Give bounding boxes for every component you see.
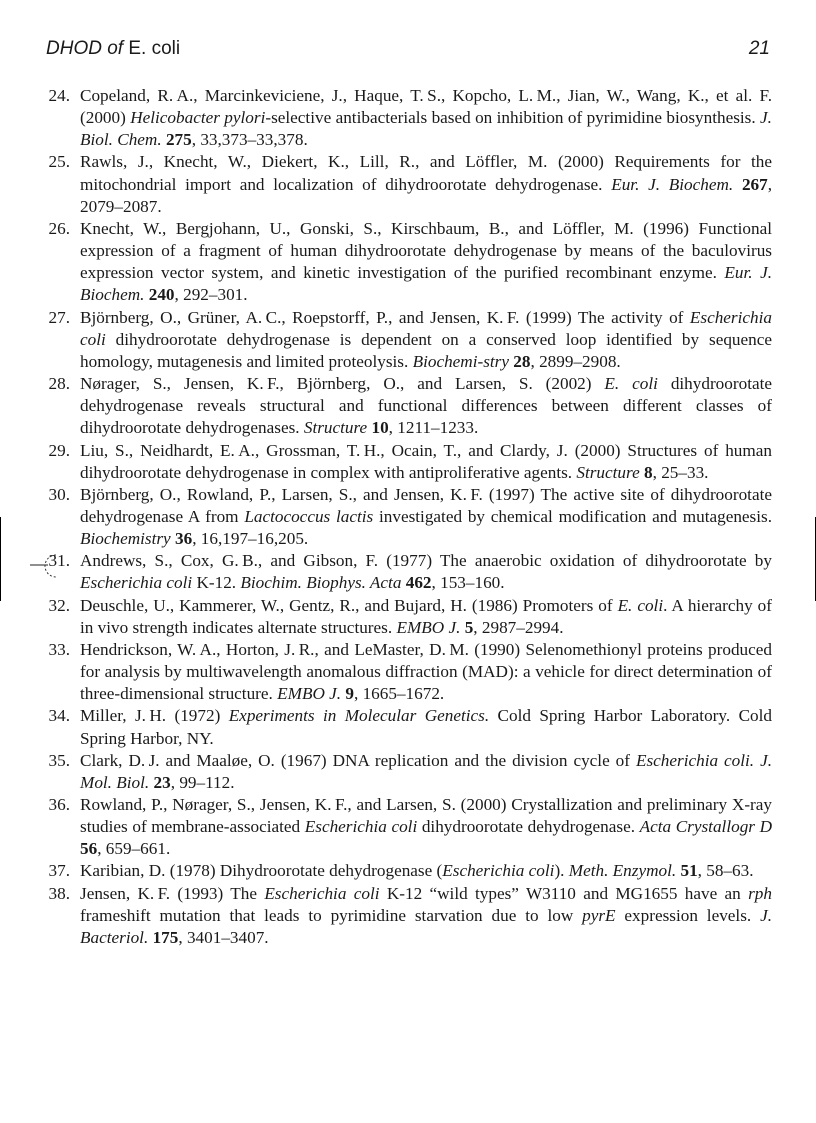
reference-item	[38, 550, 772, 594]
reference-italic-text: Meth. Enzymol.	[568, 861, 677, 881]
reference-text: Björnberg, O., Rowland, P., Larsen, S., and Jensen, K. F. (1997) The active site of dihydroorotate dehydrogenase A from	[80, 484, 772, 526]
reference-number: 38.	[48, 883, 70, 903]
reference-number: 26.	[48, 218, 70, 238]
reference-volume: 23	[153, 772, 171, 792]
reference-number: 35.	[48, 750, 70, 770]
reference-text: , 1665–1672.	[353, 684, 445, 704]
reference-text: K-12 “wild types” W3110 and MG1655 have an	[379, 883, 749, 903]
reference-volume: 175	[152, 927, 179, 947]
reference-text: Nørager, S., Jensen, K. F., Björnberg, O., and Larsen, S. (2002)	[80, 374, 605, 394]
reference-number: 25.	[48, 152, 70, 172]
reference-italic-text: E. coli	[617, 595, 664, 615]
reference-text: Deuschle, U., Kammerer, W., Gentz, R., and Bujard, H. (1986) Promoters of	[80, 595, 618, 615]
reference-number: 37.	[48, 861, 70, 881]
reference-text	[733, 175, 742, 194]
reference-volume: 8	[644, 462, 653, 482]
reference-number: 31.	[48, 551, 70, 571]
reference-text: Copeland, R. A., Marcinkeviciene, J., Haque, T. S., Kopcho, L. M., Jian, W., Wang, K., et al. F. (2000)	[80, 86, 772, 128]
reference-number: 30.	[48, 484, 70, 504]
reference-text: Knecht, W., Bergjohann, U., Gonski, S., Kirschbaum, B., and Löffler, M. (1996) Functional expression of a fragment of human dihydroorotate dehydrogenase by means of the baculovirus expression vector system, and kinetic investigation of the purified recombinant enzyme.	[80, 218, 772, 283]
reference-text: Cold Spring Harbor Laboratory. Cold Spring Harbor, NY.	[80, 706, 772, 748]
reference-number: 33.	[48, 639, 70, 659]
reference-text: -selective antibacterials based on inhibition of pyrimidine biosynthesis.	[265, 108, 761, 128]
reference-number: 28.	[48, 374, 70, 394]
reference-italic-text: Escherichia coli	[304, 817, 418, 837]
reference-number: 34.	[48, 706, 70, 726]
running-head-organism: E. coli	[128, 38, 181, 59]
reference-text: ).	[554, 861, 569, 881]
reference-italic-text: E. coli	[604, 374, 658, 394]
reference-number: 29.	[48, 440, 70, 460]
reference-item	[38, 883, 772, 949]
reference-text: Miller, J. H. (1972)	[80, 706, 229, 726]
reference-text: investigated by chemical modification and mutagenesis.	[373, 506, 772, 526]
reference-italic-text: Escherichia coli	[264, 883, 380, 903]
reference-text: dihydroorotate dehydrogenase is dependent on a conserved loop identified by sequence homology, mutagenesis and limited proteolysis.	[80, 329, 772, 371]
reference-text: Rawls, J., Knecht, W., Diekert, K., Lill, R., and Löffler, M. (2000) Requirements for the mitochondrial import and localization of dihydroorotate dehydrogenase.	[80, 152, 772, 194]
reference-text: , 33,373–33,378.	[191, 130, 308, 150]
reference-italic-text: Lactococcus lactis	[244, 506, 374, 526]
running-head-prefix: DHOD of	[46, 38, 129, 59]
reference-italic-text: Biochemistry	[80, 529, 171, 549]
reference-item	[38, 307, 772, 373]
reference-text: Karibian, D. (1978) Dihydroorotate dehydrogenase (	[80, 861, 443, 881]
reference-italic-text: rph	[748, 883, 772, 903]
reference-text: frameshift mutation that leads to pyrimidine starvation due to low	[80, 905, 583, 925]
reference-number: 32.	[48, 595, 70, 615]
reference-italic-text: EMBO J.	[396, 617, 461, 637]
reference-volume: 462	[405, 573, 432, 593]
reference-number: 24.	[48, 86, 70, 105]
reference-text: , 99–112.	[170, 772, 235, 792]
reference-text: dihydroorotate dehydrogenase.	[417, 817, 640, 837]
reference-volume: 275	[165, 130, 192, 150]
reference-italic-text: Helicobacter pylori	[130, 108, 266, 128]
reference-number: 36.	[48, 795, 70, 814]
reference-text: Hendrickson, W. A., Horton, J. R., and LeMaster, D. M. (1990) Selenomethionyl proteins produced for analysis by multiwavelength anomalous diffraction (MAD): a vehicle for direct determination of three-dimensional structure.	[80, 639, 772, 704]
reference-italic-text: Escherichia coli. J. Mol. Biol.	[80, 750, 772, 792]
reference-italic-text: Escherichia coli	[80, 307, 772, 349]
reference-text: dihydroorotate dehydrogenase reveals structural and functional differences between different classes of dihydroorotate dehydrogenases.	[80, 374, 772, 438]
reference-item	[38, 595, 772, 639]
page-number: 21	[748, 38, 770, 59]
reference-italic-text: Eur. J. Biochem.	[80, 263, 772, 305]
reference-item	[38, 373, 772, 439]
reference-text: Clark, D. J. and Maaløe, O. (1967) DNA replication and the division cycle of	[80, 750, 636, 770]
reference-text: , 292–301.	[174, 285, 248, 305]
reference-text: Andrews, S., Cox, G. B., and Gibson, F. (1977) The anaerobic oxidation of dihydroorotate by	[80, 551, 772, 571]
reference-italic-text: EMBO J.	[277, 684, 342, 704]
reference-item	[38, 85, 772, 151]
reference-text: , 25–33.	[652, 462, 709, 482]
reference-italic-text: Biochim. Biophys. Acta	[240, 573, 402, 593]
reference-text: , 153–160.	[431, 573, 505, 593]
reference-item	[38, 750, 772, 794]
reference-volume: 28	[513, 351, 531, 371]
reference-item	[38, 860, 772, 882]
reference-volume: 51	[680, 861, 698, 881]
reference-volume: 56	[80, 839, 98, 859]
reference-text: , 2899–2908.	[530, 351, 621, 371]
running-head-title	[46, 38, 180, 60]
reference-volume: 240	[148, 285, 175, 305]
reference-number: 27.	[48, 307, 70, 327]
reference-text: expression levels.	[615, 905, 761, 925]
reference-italic-text: J. Biol. Chem.	[80, 108, 772, 150]
registration-mark-icon	[28, 551, 112, 581]
reference-item	[38, 218, 772, 307]
reference-item	[38, 151, 772, 217]
reference-italic-text: pyrE	[582, 905, 616, 925]
reference-italic-text: Escherichia coli	[80, 573, 193, 593]
reference-item	[38, 440, 772, 484]
reference-volume: 5	[464, 617, 474, 637]
reference-volume: 267	[741, 174, 768, 194]
reference-text: , 3401–3407.	[178, 927, 269, 947]
reference-item	[38, 484, 772, 550]
reference-text: Jensen, K. F. (1993) The	[80, 883, 265, 903]
reference-text: , 2987–2994.	[473, 617, 564, 637]
reference-text: Björnberg, O., Grüner, A. C., Roepstorff, P., and Jensen, K. F. (1999) The activity of	[80, 307, 690, 327]
reference-volume: 9	[345, 684, 354, 704]
reference-italic-text: Structure	[576, 462, 640, 482]
reference-item	[38, 639, 772, 705]
reference-text: , 1211–1233.	[388, 418, 479, 438]
reference-list	[38, 85, 772, 949]
reference-italic-text: Biochemi-stry	[412, 351, 509, 371]
reference-italic-text: Experiments in Molecular Genetics.	[228, 706, 490, 726]
reference-text: , 2079–2087.	[80, 174, 773, 216]
reference-italic-text: Structure	[303, 418, 368, 438]
reference-text: Rowland, P., Nørager, S., Jensen, K. F., and Larsen, S. (2000) Crystallization and preliminary X-ray studies of membrane-associated	[80, 795, 772, 837]
crop-mark-left	[0, 517, 1, 601]
reference-italic-text: J. Bacteriol.	[80, 905, 772, 947]
reference-text: Liu, S., Neidhardt, E. A., Grossman, T. H., Ocain, T., and Clardy, J. (2000) Structures of human dihydroorotate dehydrogenase in complex with antiproliferative agents.	[80, 440, 772, 482]
reference-text: , 58–63.	[697, 861, 754, 881]
reference-volume: 10	[371, 418, 389, 438]
reference-item	[38, 794, 772, 860]
reference-italic-text: Escherichia coli	[442, 861, 555, 881]
reference-volume: 36	[175, 529, 193, 549]
reference-text: . A hierarchy of in vivo strength indicates alternate structures.	[80, 595, 772, 637]
reference-text: K-12.	[192, 573, 241, 593]
reference-italic-text: Eur. J. Biochem.	[611, 174, 734, 194]
reference-italic-text: Acta Crystallogr D	[639, 817, 772, 837]
reference-item	[38, 705, 772, 749]
reference-text: , 16,197–16,205.	[192, 529, 309, 549]
running-header	[46, 38, 770, 66]
reference-text: , 659–661.	[97, 839, 171, 859]
